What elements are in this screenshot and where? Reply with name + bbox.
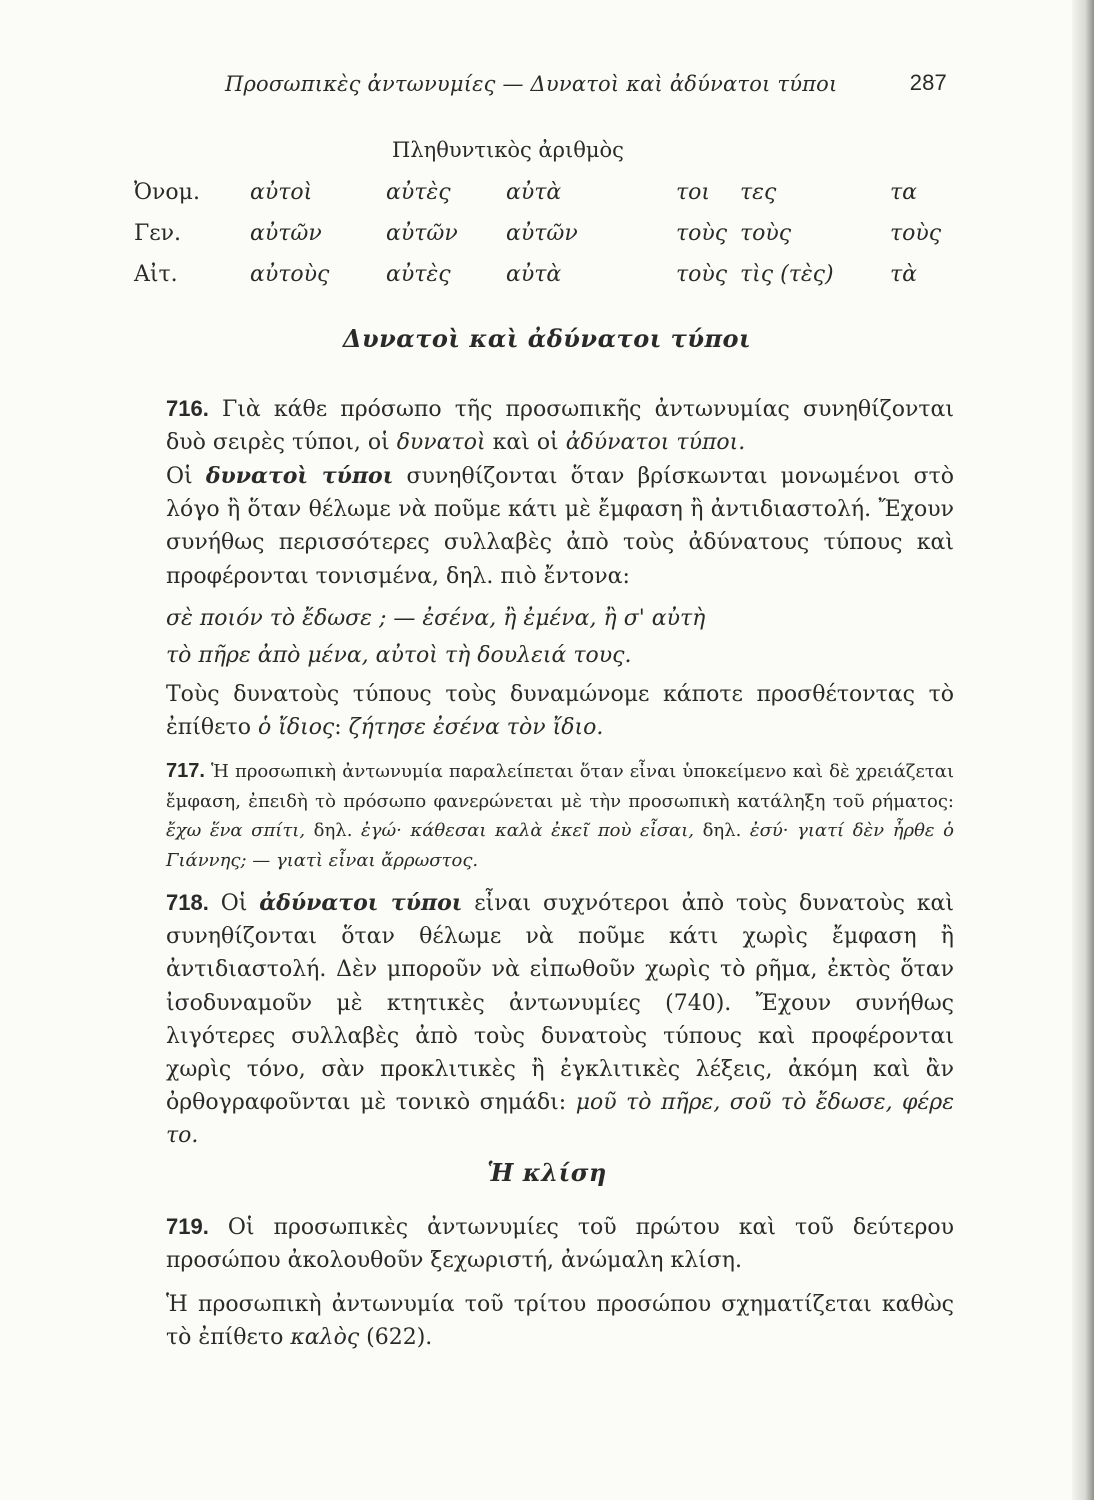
running-header: [225, 72, 947, 96]
paragraph-717: [108, 757, 954, 875]
paragraph-number: 716.: [166, 396, 209, 421]
bold-term: ἀδύνατοι τύποι: [259, 890, 463, 916]
paragraph-718: [108, 886, 954, 1153]
form-cell: τὰ: [890, 262, 918, 287]
paragraph-716: [108, 392, 954, 459]
paragraph-text: Ἡ προσωπικὴ ἀντωνυμία παραλείπεται ὅταν εἶναι ὑποκείμενο καὶ δὲ χρειάζεται ἔμφαση, ἐπειδὴ τὸ πρόσωπο φανερώνεται μὲ τὴν προσωπικὴ κατάληξη τοῦ ρήματος:: [166, 761, 954, 812]
paragraph-text: (622).: [359, 1325, 433, 1351]
form-cell: αὐτῶν: [250, 221, 322, 246]
case-label: Ὀνομ.: [134, 180, 200, 205]
form-cell: τα: [890, 180, 918, 205]
paragraph-text: Γιὰ κάθε πρόσωπο τῆς προσωπικῆς ἀντωνυμίας συνηθίζονται δυὸ σειρὲς τύποι, οἱ: [166, 397, 954, 456]
example-line: σὲ ποιόν τὸ ἔδωσε ; — ἐσένα, ἢ ἐμένα, ἢ σ' αὐτὴ: [166, 606, 706, 631]
paragraph-text: δηλ.: [305, 820, 362, 841]
form-cell: αὐτὲς: [386, 180, 451, 205]
form-cell: αὐτὰ: [506, 262, 562, 287]
declension-table: [134, 180, 954, 303]
paragraph-number: 718.: [166, 890, 209, 915]
paragraph-text: Οἱ προσωπικὲς ἀντωνυμίες τοῦ πρώτου καὶ τοῦ δεύτερου προσώπου ἀκολουθοῦν ξεχωριστή, ἀνώμαλη κλίση.: [166, 1215, 954, 1274]
italic-term: καλὸς: [290, 1325, 360, 1351]
table-row: [134, 262, 954, 303]
running-title: Προσωπικὲς ἀντωνυμίες — Δυνατοὶ καὶ ἀδύνατοι τύποι: [225, 72, 838, 96]
form-cell: τοὺς: [676, 221, 728, 246]
form-cell: τοὺς: [740, 221, 792, 246]
form-cell: αὐτοὺς: [250, 262, 330, 287]
section-title-declension: Ἡ κλίση: [487, 1158, 607, 1187]
italic-term: ἀδύνατοι τύποι.: [565, 430, 746, 456]
form-cell: αὐτὰ: [506, 180, 562, 205]
paragraph-text: συνηθίζονται ὅταν βρίσκωνται μονωμένοι στὸ λόγο ἢ ὅταν θέλωμε νὰ ποῦμε κάτι μὲ ἔμφαση ἢ ἀντιδιαστολή. Ἔχουν συνήθως περισσότερες συλλαβὲς ἀπὸ τοὺς ἀδύνατους τύπους καὶ προφέρονται τονισμένα, δηλ. πιὸ ἔντονα:: [166, 464, 955, 589]
paragraph-number: 719.: [166, 1214, 209, 1239]
paragraph-text: δηλ.: [693, 820, 750, 841]
form-cell: αὐτῶν: [386, 221, 458, 246]
paragraph-text: Οἱ: [220, 891, 260, 916]
italic-term: ὁ ἴδιος: [257, 715, 335, 741]
plural-heading: Πληθυντικὸς ἀριθμὸς: [392, 138, 624, 162]
example-line: τὸ πῆρε ἀπὸ μένα, αὐτοὶ τὴ δουλειά τους.: [166, 643, 632, 668]
form-cell: τες: [740, 180, 777, 205]
table-row: [134, 221, 954, 262]
italic-term: ἔχω ἕνα σπίτι,: [166, 820, 306, 841]
bold-term: δυνατοὶ τύποι: [205, 463, 394, 489]
italic-term: δυνατοὶ: [396, 430, 486, 456]
paragraph-text: :: [334, 715, 349, 741]
example-block: [166, 600, 866, 674]
paragraph-716-strong: [108, 460, 954, 593]
italic-term: μοῦ τὸ πῆρε, σοῦ τὸ ἔδωσε, φέρε το.: [166, 1090, 955, 1149]
italic-term: ἐσύ· γιατί δὲν ἦρθε ὁ Γιάννης; — γιατὶ εἶναι ἄρρωστος.: [166, 820, 955, 871]
paragraph-text: εἶναι συχνότεροι ἀπὸ τοὺς δυνατοὺς καὶ συνηθίζονται ὅταν θέλωμε νὰ ποῦμε κάτι χωρὶς ἔμφαση ἢ ἀντιδιαστολή. Δὲν μποροῦν νὰ εἰπωθοῦν χωρὶς τὸ ρῆμα, ἐκτὸς ὅταν ἰσοδυναμοῦν μὲ κτητικὲς ἀντωνυμίες (740). Ἔχουν συνήθως λιγότερες συλλαβὲς ἀπὸ τοὺς δυνατοὺς τύπους καὶ προφέρονται χωρὶς τόνο, σὰν προκλιτικὲς ἢ ἐγκλιτικὲς λέξεις, ἀκόμη καὶ ἂν ὀρθογραφοῦνται μὲ τονικὸ σημάδι:: [166, 891, 955, 1116]
table-row: [134, 180, 954, 221]
italic-term: ἐγώ· κάθεσαι καλὰ ἐκεῖ ποὺ εἶσαι,: [361, 820, 694, 841]
page-number: 287: [909, 70, 947, 95]
italic-term: ζήτησε ἐσένα τὸν ἴδιο.: [348, 715, 604, 741]
paragraph-text: Οἱ: [166, 464, 206, 489]
form-cell: αὐτὲς: [386, 262, 451, 287]
case-label: Γεν.: [134, 221, 182, 246]
paragraph-text: Ἡ προσωπικὴ ἀντωνυμία τοῦ τρίτου προσώπου σχηματίζεται καθὼς τὸ ἐπίθετο: [166, 1292, 954, 1351]
paragraph-text: καὶ οἱ: [485, 430, 566, 456]
case-label: Αἰτ.: [134, 262, 178, 287]
paragraph-text: Τοὺς δυνατοὺς τύπους τοὺς δυναμώνομε κάποτε προσθέτοντας τὸ ἐπίθετο: [166, 682, 954, 741]
book-spine-shadow: [1072, 0, 1094, 1500]
form-cell: αὐτῶν: [506, 221, 578, 246]
section-title-strong-weak: Δυνατοὶ καὶ ἀδύνατοι τύποι: [342, 324, 752, 353]
paragraph-719: [108, 1210, 954, 1277]
paragraph-716-emphasis: [108, 678, 954, 744]
paragraph-719-third-person: [108, 1288, 954, 1354]
form-cell: τοι: [676, 180, 711, 205]
form-cell: τοὺς: [890, 221, 942, 246]
form-cell: τὶς (τὲς): [740, 262, 834, 287]
form-cell: τοὺς: [676, 262, 728, 287]
form-cell: αὐτοὶ: [250, 180, 313, 205]
paragraph-number: 717.: [166, 760, 205, 782]
